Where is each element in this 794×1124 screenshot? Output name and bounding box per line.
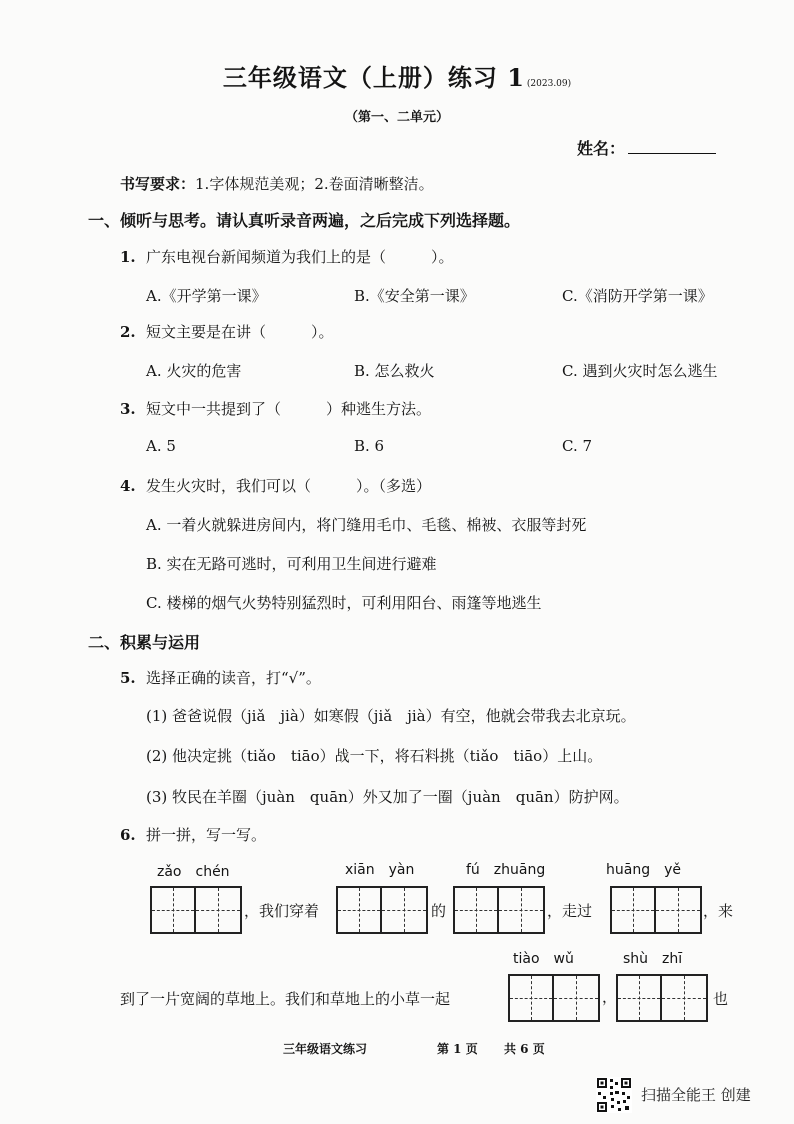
q4-option-a: A. 一着火就躲进房间内，将门缝用毛巾、毛毯、棉被、衣服等封死 bbox=[146, 516, 587, 534]
q1-option-c: C.《消防开学第一课》 bbox=[562, 287, 713, 305]
question-number: 3. bbox=[120, 400, 136, 418]
grid-cell[interactable] bbox=[554, 976, 598, 1020]
footer-page-number: 第 1 页 bbox=[437, 1042, 478, 1056]
question-text: 广东电视台新闻频道为我们上的是（ ）。 bbox=[146, 248, 454, 266]
question-number: 6. bbox=[120, 826, 136, 844]
q5-item-1: (1) 爸爸说假（jiǎ jià）如寒假（jiǎ jià）有空，他就会带我去北京玩。 bbox=[146, 707, 636, 725]
name-blank-line bbox=[628, 153, 716, 154]
writing-requirements bbox=[120, 173, 434, 194]
page-title bbox=[0, 58, 794, 93]
question-3 bbox=[120, 398, 431, 419]
grid-cell[interactable] bbox=[510, 976, 554, 1020]
title-text: 三年级语文（上册）练习 1 bbox=[222, 63, 525, 92]
writing-grid-1[interactable] bbox=[150, 886, 242, 934]
writing-grid-5[interactable] bbox=[508, 974, 600, 1022]
question-text: 选择正确的读音，打“√”。 bbox=[146, 669, 321, 687]
grid-cell[interactable] bbox=[499, 888, 543, 932]
fill-text-5: 到了一片宽阔的草地上。我们和草地上的小草一起 bbox=[120, 990, 451, 1008]
fill-text-3: ，走过 bbox=[547, 902, 593, 920]
grid-cell[interactable] bbox=[618, 976, 662, 1020]
q3-option-c: C. 7 bbox=[562, 437, 593, 455]
fill-text-4: ，来 bbox=[703, 902, 734, 920]
fill-text-6: ， bbox=[602, 988, 618, 1006]
writing-grid-4[interactable] bbox=[610, 886, 702, 934]
question-number: 1. bbox=[120, 248, 136, 266]
question-text: 短文中一共提到了（ ）种逃生方法。 bbox=[146, 400, 432, 418]
footer-total-pages: 共 6 页 bbox=[504, 1042, 545, 1056]
grid-cell[interactable] bbox=[152, 888, 196, 932]
name-label: 姓名： bbox=[577, 139, 626, 158]
question-text: 短文主要是在讲（ ）。 bbox=[146, 323, 334, 341]
q4-option-c: C. 楼梯的烟气火势特别猛烈时，可利用阳台、雨篷等地逃生 bbox=[146, 594, 542, 612]
qr-code-icon bbox=[596, 1077, 632, 1113]
q5-item-3: (3) 牧民在羊圈（juàn quān）外又加了一圈（juàn quān）防护网。 bbox=[146, 788, 629, 806]
section-2-title: 二、积累与运用 bbox=[88, 633, 201, 652]
question-number: 2. bbox=[120, 323, 136, 341]
fill-text-2: 的 bbox=[431, 902, 447, 920]
question-text: 发生火灾时，我们可以（ ）。（多选） bbox=[146, 477, 432, 495]
footer-subject: 三年级语文练习 bbox=[283, 1042, 368, 1056]
grid-cell[interactable] bbox=[662, 976, 706, 1020]
writing-grid-6[interactable] bbox=[616, 974, 708, 1022]
page-subtitle: （第一、二单元） bbox=[344, 110, 449, 125]
question-text: 拼一拼，写一写。 bbox=[146, 826, 267, 844]
grid-cell[interactable] bbox=[656, 888, 700, 932]
pinyin-fu-zhuang: fú zhuāng bbox=[466, 862, 546, 878]
pinyin-zao-chen: zǎo chén bbox=[157, 864, 230, 880]
question-number: 5. bbox=[120, 669, 136, 687]
pinyin-tiao-wu: tiào wǔ bbox=[513, 951, 574, 967]
writing-grid-2[interactable] bbox=[336, 886, 428, 934]
question-5 bbox=[120, 667, 321, 688]
q4-option-b: B. 实在无路可逃时，可利用卫生间进行避难 bbox=[146, 555, 437, 573]
q2-option-b: B. 怎么救火 bbox=[354, 362, 435, 380]
grid-cell[interactable] bbox=[455, 888, 499, 932]
requirements-text: 1.字体规范美观；2.卷面清晰整洁。 bbox=[195, 175, 434, 193]
grid-cell[interactable] bbox=[196, 888, 240, 932]
question-2 bbox=[120, 321, 334, 342]
pinyin-xian-yan: xiān yàn bbox=[345, 862, 415, 878]
fill-text-7: 也 bbox=[713, 990, 729, 1008]
pinyin-huang-ye: huāng yě bbox=[606, 862, 681, 878]
question-number: 4. bbox=[120, 477, 136, 495]
q2-option-c: C. 遇到火灾时怎么逃生 bbox=[562, 362, 718, 380]
q2-option-a: A. 火灾的危害 bbox=[146, 362, 242, 380]
q1-option-a: A.《开学第一课》 bbox=[146, 287, 267, 305]
watermark-text: 扫描全能王 创建 bbox=[641, 1086, 751, 1104]
writing-grid-3[interactable] bbox=[453, 886, 545, 934]
grid-cell[interactable] bbox=[382, 888, 426, 932]
question-1 bbox=[120, 246, 454, 267]
pinyin-shu-zhi: shù zhī bbox=[623, 951, 683, 967]
q1-option-b: B.《安全第一课》 bbox=[354, 287, 475, 305]
question-4 bbox=[120, 475, 431, 496]
fill-text-1: ，我们穿着 bbox=[244, 902, 320, 920]
q3-option-b: B. 6 bbox=[354, 437, 385, 455]
title-date: (2023.09) bbox=[526, 79, 572, 89]
q3-option-a: A. 5 bbox=[146, 437, 176, 455]
q5-item-2: (2) 他决定挑（tiǎo tiāo）战一下，将石料挑（tiǎo tiāo）上山。 bbox=[146, 747, 603, 765]
question-6 bbox=[120, 824, 266, 845]
grid-cell[interactable] bbox=[338, 888, 382, 932]
grid-cell[interactable] bbox=[612, 888, 656, 932]
requirements-label: 书写要求： bbox=[120, 175, 196, 193]
section-1-title: 一、倾听与思考。请认真听录音两遍，之后完成下列选择题。 bbox=[88, 211, 521, 230]
